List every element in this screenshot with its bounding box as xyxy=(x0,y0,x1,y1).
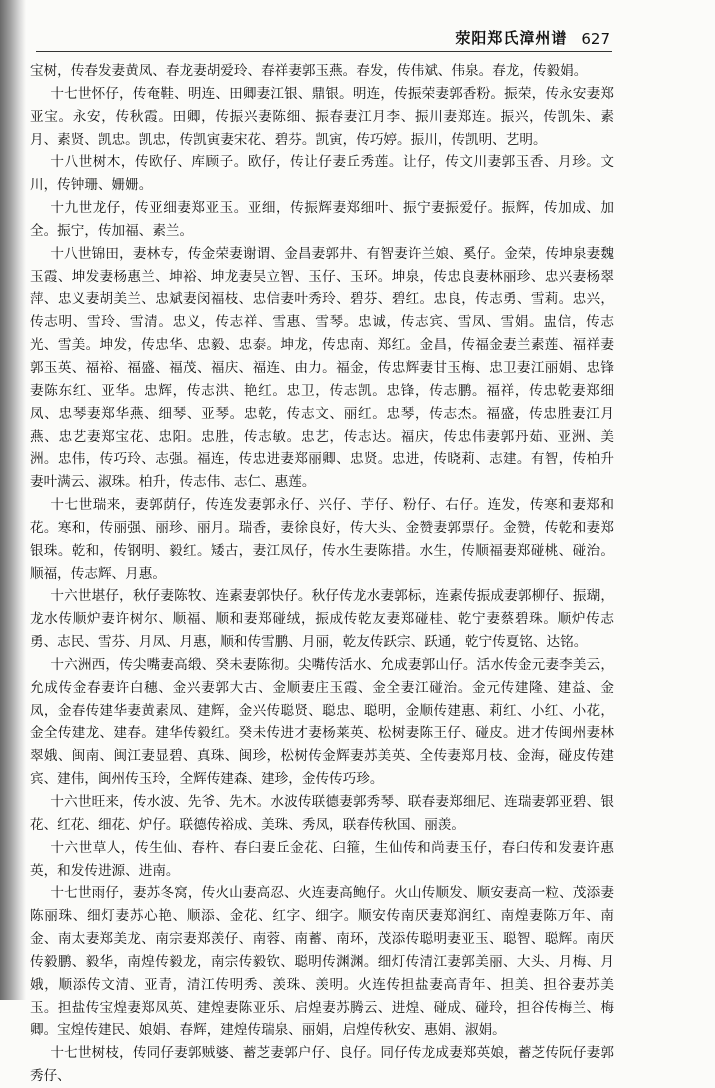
paragraph: 十六世草人，传生仙、春杵、春臼妻丘金花、臼箍，生仙传和尚妻玉仔，春臼传和发妻许惠英，和发传进源、进南。 xyxy=(30,839,614,879)
paragraph: 十七世瑞来，妻郭荫仔，传连发妻郭永仔、兴仔、芋仔、粉仔、右仔。连发，传寒和妻郑和花。寒和，传丽强、丽珍、丽月。瑞香，妻徐良好，传大头、金赞妻郭票仔。金赞，传乾和妻郑银珠。乾和，传钢明、毅红。矮古，妻江凤仔，传水生妻陈措。水生，传顺福妻郑碰桃、碰治。顺福，传志辉、月惠。 xyxy=(30,497,614,582)
running-title: 荥阳郑氏漳州谱 xyxy=(455,29,568,47)
paragraph: 十八世锦田，妻林专，传金荣妻谢谓、金昌妻郭井、有智妻许兰娘、奚仔。金荣，传坤泉妻魏玉霞、坤发妻杨惠兰、坤裕、坤龙妻吴立智、玉仔、玉环。坤泉，传忠良妻林丽珍、忠兴妻杨翠萍、忠义妻胡美兰、忠斌妻闵福枝、忠信妻叶秀玲、碧芬、碧红。忠良，传志勇、雪莉。忠兴，传志明、雪玲、雪清。忠义，传志祥、雪惠、雪琴。忠诚，传志宾、雪凤、雪娟。盅信，传志光、雪美。坤发，传忠华、忠毅、忠泰。坤龙，传忠南、郑红。金昌，传福金妻兰素莲、福祥妻郭玉英、福裕、福盛、福茂、福庆、福连、由力。福金，传忠辉妻甘玉梅、忠卫妻江丽娟、忠锋妻陈东红、亚华。忠辉，传志洪、艳红。忠卫，传志凯。忠锋，传志鹏。福祥，传忠乾妻郑细凤、忠琴妻郑华燕、细琴、亚琴。忠乾，传志文、丽红。忠琴，传志杰。福盛，传忠胜妻江月燕、忠艺妻郑宝花、忠阳。忠胜，传志敏。忠艺，传志达。福庆，传忠伟妻郭丹茹、亚洲、美洲。忠伟，传巧玲、志强。福连，传忠进妻郑丽卿、忠贤。忠进，传晓莉、志建。有智，传柏升妻叶满云、淑珠。柏升，传志伟、志仁、惠莲。 xyxy=(30,245,614,491)
paragraph: 十六洲西，传尖嘴妻高缎、癸未妻陈彻。尖嘴传活水、允成妻郭山仔。活水传金元妻李美云，允成传金春妻许白穗、金兴妻郭大古、金顺妻庄玉霞、金全妻江碰治。金元传建隆、建益、金凤，金春传建华妻黄素凤、建辉，金兴传聪贤、聪忠、聪明，金顺传建惠、莉红、小红、小花，金全传建龙、建春。建华传毅红。癸未传进才妻杨莱英、松树妻陈王仔、碰皮。进才传闽州妻林翠娥、闽南、闽江妻显碧、真珠、闽珍，松树传金辉妻苏美英、全传妻郑月枝、金海，碰皮传建宾、建伟，闽州传玉玲，全辉传建森、建珍，金传传巧珍。 xyxy=(30,656,614,788)
header-rule xyxy=(36,51,612,52)
paragraph: 十六世旺来，传水波、先爷、先木。水波传联德妻郭秀琴、联春妻郑细尼、连瑞妻郭亚碧、银花、红花、细花、炉仔。联德传裕成、美珠、秀凤，联春传秋国、丽羡。 xyxy=(30,794,614,833)
book-spine-shadow xyxy=(0,0,26,1000)
page-header xyxy=(380,22,610,48)
paragraph: 十七世怀仔，传奄鞋、明连、田卿妻江银、鼎银。明连，传振荣妻郭香粉。振荣，传永安妻郑亚宝。永安，传秋霞。田卿，传振兴妻陈细、振春妻江月李、振川妻郑连。振兴，传凯朱、素月、素贤、凯忠。凯忠，传凯寅妻宋花、碧芬。凯寅，传巧婷。振川，传凯明、艺明。 xyxy=(30,85,614,148)
paragraph: 十九世龙仔，传亚细妻郑亚玉。亚细，传振辉妻郑细叶、振宁妻振爱仔。振辉，传加成、加全。振宁，传加福、素兰。 xyxy=(30,200,614,239)
page-number: 627 xyxy=(581,30,610,48)
paragraph: 十七世树枝，传同仔妻郭贼婆、蓄芝妻郭户仔、良仔。同仔传龙成妻郑英娘，蓄芝传阮仔妻郭秀仔、 xyxy=(30,1045,614,1085)
paragraph: 十八世树木，传欧仔、库顾子。欧仔，传让仔妻丘秀莲。让仔，传文川妻郭玉香、月珍。文川，传钟珊、姗姗。 xyxy=(30,154,614,194)
paragraph: 十七世雨仔，妻苏冬窝，传火山妻高忍、火连妻高鲍仔。火山传顺发、顺安妻高一粒、茂添妻陈丽珠、细灯妻苏心艳、顺添、金花、红字、细字。顺安传南厌妻郑润红、南煌妻陈万年、南金、南太妻郑美龙、南宗妻郑羡仔、南蓉、南蓄、南环，茂添传聪明妻亚玉、聪智、聪辉。南厌传毅鹏、毅华，南煌传毅龙，南宗传毅钦、聪明传渊渊。细灯传清江妻郭美丽、大头、月梅、月娥，顺添传文清、亚青，清江传明秀、羡珠、羡明。火连传担盐妻高青年、担美、担谷妻苏美玉。担盐传宝煌妻郑凤英、建煌妻陈亚乐、启煌妻苏腾云、进煌、碰成、碰玲，担谷传梅兰、梅卿。宝煌传建民、娘娟、春辉，建煌传瑞泉、丽娟，启煌传秋安、惠娟、淑娟。 xyxy=(30,885,614,1039)
paragraph: 十六世堪仔，秋仔妻陈牧、连素妻郭快仔。秋仔传龙水妻郭标，连素传振成妻郭柳仔、振瑚，龙水传顺炉妻许树尔、顺福、顺和妻郑碰绒，振成传乾友妻郑碰桂、乾宁妻蔡碧珠。顺炉传志勇、志民、雪芬、月凤、月惠，顺和传雪鹏、月丽，乾友传跃宗、跃通，乾宁传夏铭、达铭。 xyxy=(30,588,614,651)
paragraph: 宝树，传春发妻黄凤、春龙妻胡爱玲、春祥妻郭玉燕。春发，传伟斌、伟泉。春龙，传毅娟。 xyxy=(30,63,588,79)
genealogy-text xyxy=(30,60,614,1088)
